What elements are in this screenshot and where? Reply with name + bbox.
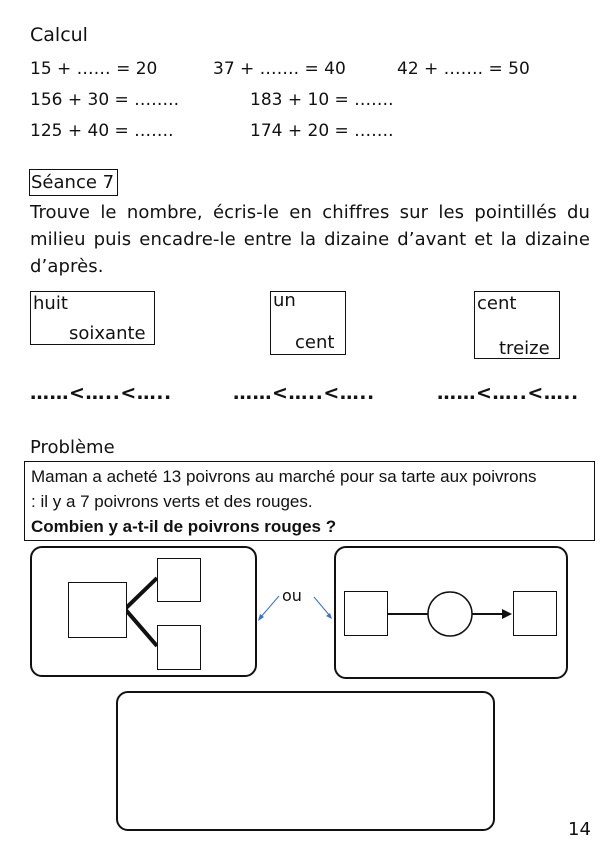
word-box-word: soixante	[69, 323, 146, 344]
ou-label: ou	[282, 586, 302, 605]
instruction-line: Trouve le nombre, écris-le en chiffres sur les pointillés du	[30, 202, 590, 223]
page-number: 14	[568, 819, 591, 840]
probleme-question: Combien y a-t-il de poivrons rouges ?	[31, 517, 337, 536]
probleme-text: : il y a 7 poivrons verts et des rouges.	[31, 492, 313, 511]
part-box	[157, 558, 201, 602]
seance-title: Séance 7	[29, 169, 118, 196]
calc-item: 156 + 30 = ……..	[30, 90, 179, 110]
calc-item: 15 + …… = 20	[30, 59, 158, 79]
encadrement-chain: ……<…..<…..	[233, 382, 375, 404]
calc-item: 37 + ……. = 40	[213, 59, 346, 79]
word-box-word: treize	[499, 338, 550, 359]
instruction-line: milieu puis encadre-le entre la dizaine d’avant et la dizaine	[30, 229, 590, 250]
calc-item: 125 + 40 = …….	[30, 121, 174, 141]
word-box-2	[270, 291, 346, 355]
word-box-word: huit	[33, 293, 68, 314]
calc-item: 183 + 10 = …….	[250, 90, 394, 110]
probleme-title: Problème	[30, 437, 115, 458]
part-box	[157, 625, 201, 670]
probleme-statement	[24, 461, 595, 541]
calc-item: 174 + 20 = …….	[250, 121, 394, 141]
ou-arrows	[250, 590, 340, 630]
instruction	[30, 199, 590, 280]
word-box-1	[30, 291, 155, 345]
result-box	[513, 591, 557, 636]
word-box-word: un	[273, 290, 296, 311]
encadrement-chain: ……<…..<…..	[437, 382, 579, 404]
encadrement-chain: ……<…..<…..	[30, 382, 172, 404]
instruction-line: d’après.	[30, 256, 104, 277]
word-box-word: cent	[477, 293, 517, 314]
part-whole-lines	[30, 546, 257, 677]
answer-box[interactable]	[116, 691, 495, 831]
word-box-3	[474, 291, 560, 359]
calc-item: 42 + ……. = 50	[397, 59, 530, 79]
total-box	[68, 582, 127, 638]
calcul-title: Calcul	[30, 24, 88, 46]
word-box-word: cent	[295, 332, 335, 353]
probleme-text: Maman a acheté 13 poivrons au marché pour sa tarte aux poivrons	[31, 467, 537, 486]
